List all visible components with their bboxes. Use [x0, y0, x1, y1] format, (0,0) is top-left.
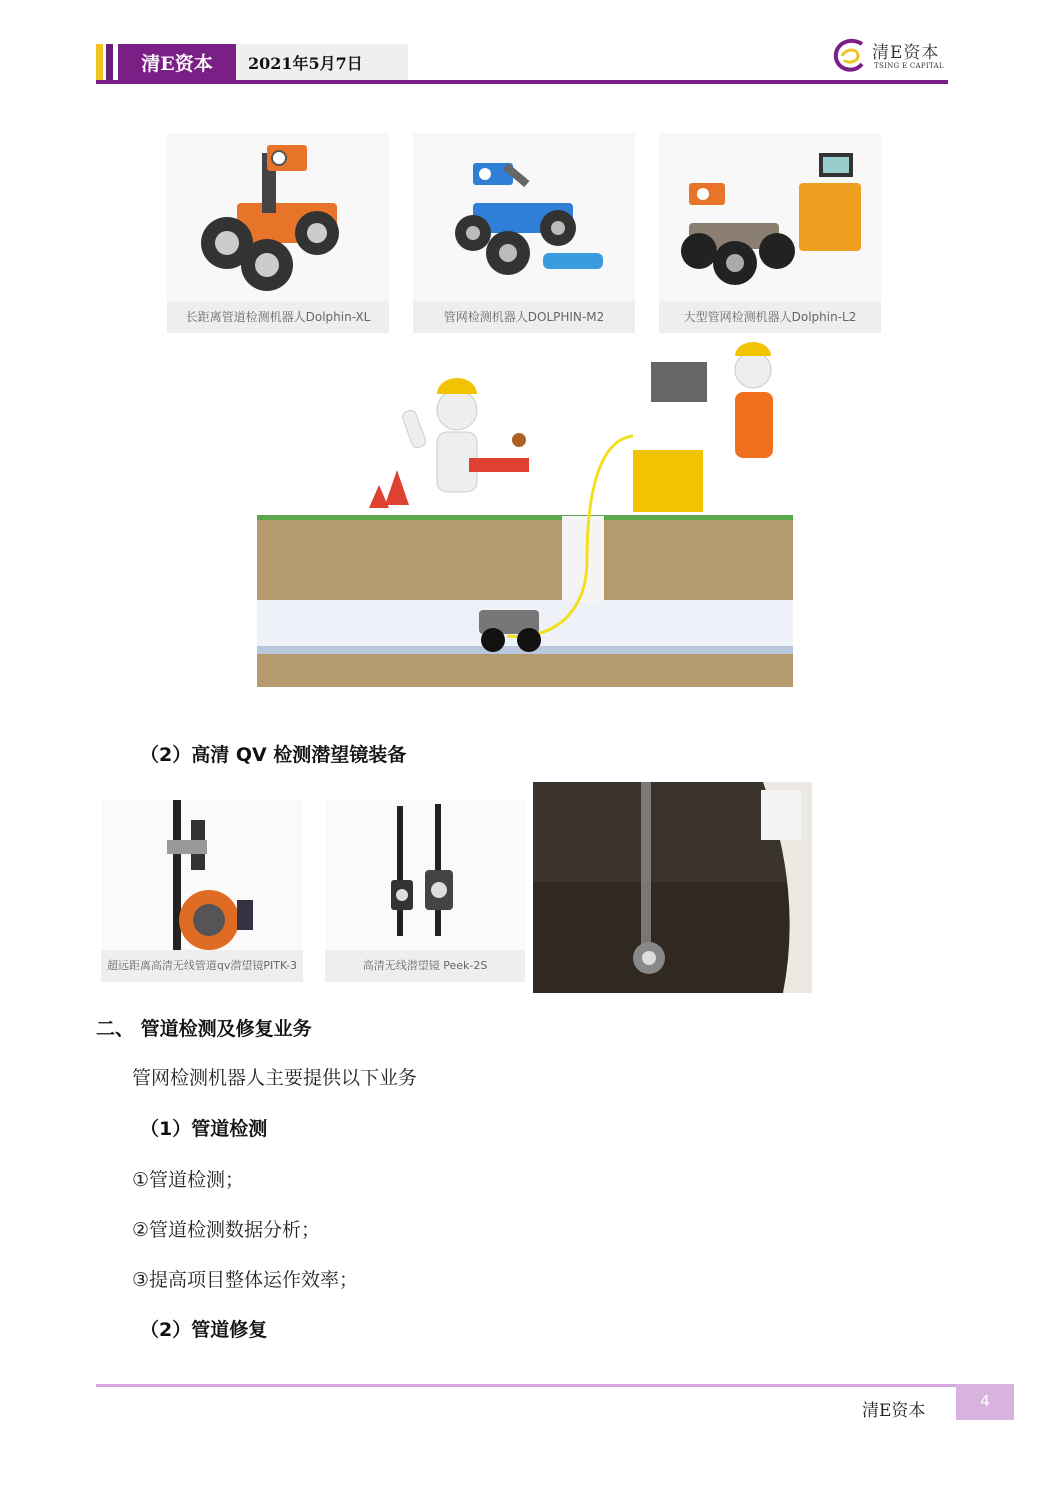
header-date: 2021年5月7日 [236, 44, 408, 84]
section-qv-heading: （2）高清 QV 检测潜望镜装备 [140, 744, 407, 766]
orange-robot-illustration [167, 133, 389, 301]
header-accent-yellow [96, 44, 103, 84]
blue-robot-illustration [413, 133, 635, 301]
section2-item-1: ①管道检测； [132, 1169, 245, 1191]
periscope-peek2s-illustration [325, 800, 525, 950]
qv-image-peek2s [325, 800, 525, 982]
manhole-photo-illustration [533, 782, 812, 993]
section2-item-2: ②管道检测数据分析； [132, 1219, 321, 1241]
manhole-photo [533, 782, 812, 993]
section2-sub1-heading: （1）管道检测 [140, 1118, 268, 1140]
page-number: 4 [956, 1384, 1014, 1420]
logo-swirl-icon [828, 34, 872, 78]
robot-image-dolphin-m2 [413, 133, 635, 333]
footer-rule [96, 1384, 956, 1387]
qv-caption-pitk3: 超远距离高清无线管道qv潜望镜PITK-3 [101, 950, 303, 982]
logo-english-name: TSING E CAPITAL [874, 62, 944, 70]
qv-caption-peek2s: 高清无线潜望镜 Peek-2S [325, 950, 525, 982]
company-logo [828, 34, 948, 78]
robot-caption-xl: 长距离管道检测机器人Dolphin-XL [167, 301, 389, 333]
section2-sub2-heading: （2）管道修复 [140, 1319, 268, 1341]
robot-caption-l2: 大型管网检测机器人Dolphin-L2 [659, 301, 881, 333]
header-rule [96, 80, 948, 84]
section2-item-3: ③提高项目整体运作效率； [132, 1269, 359, 1291]
pipe-scene-illustration [257, 340, 793, 687]
logo-chinese-name: 清E资本 [872, 43, 940, 63]
qv-image-pitk3 [101, 800, 303, 982]
robot-caption-m2: 管网检测机器人DOLPHIN-M2 [413, 301, 635, 333]
footer-brand: 清E资本 [862, 1401, 926, 1421]
header-brand: 清E资本 [118, 44, 236, 84]
robot-image-dolphin-xl [167, 133, 389, 333]
periscope-pitk3-illustration [101, 800, 303, 950]
pipe-inspection-scene [257, 340, 793, 687]
section2-intro: 管网检测机器人主要提供以下业务 [132, 1067, 418, 1089]
robot-image-dolphin-l2 [659, 133, 881, 333]
large-robot-illustration [659, 133, 881, 301]
section2-heading: 二、 管道检测及修复业务 [96, 1018, 312, 1040]
header-accent-purple [106, 44, 113, 84]
